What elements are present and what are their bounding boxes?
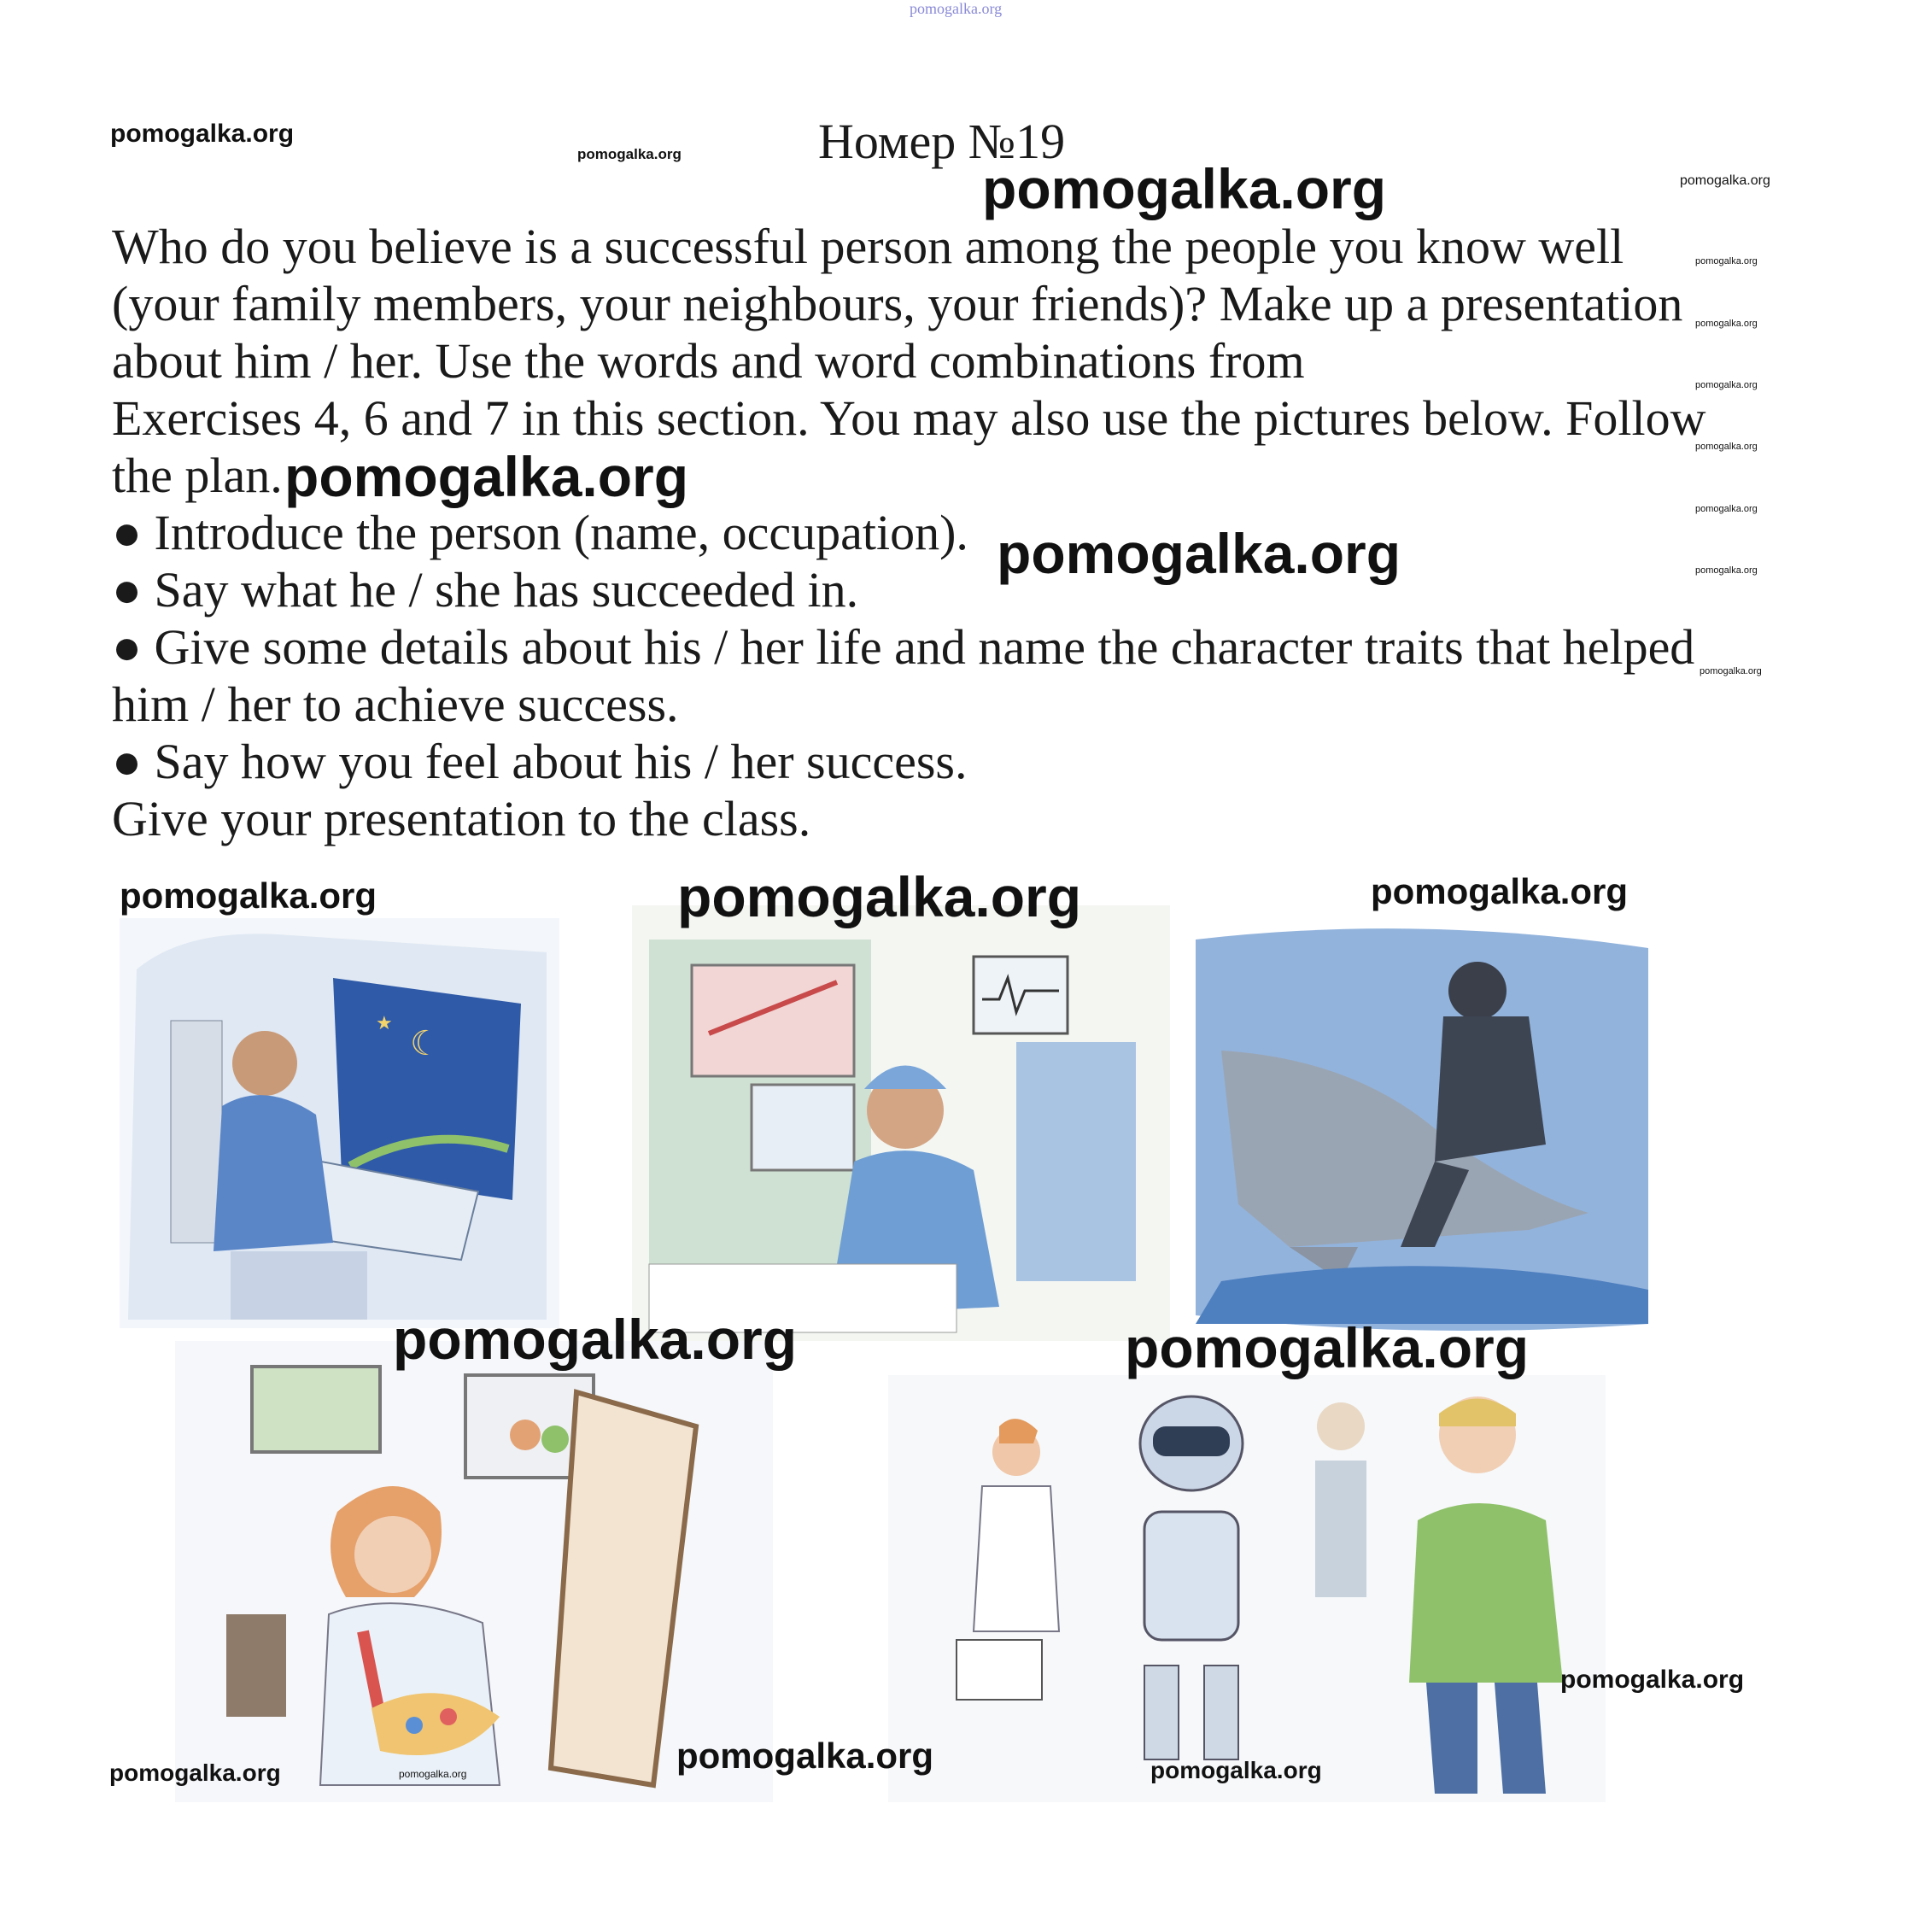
watermark: pomogalka.org (997, 522, 1401, 585)
paragraph-line: about him / her. Use the words and word combinations from (112, 333, 1305, 389)
watermark: pomogalka.org (1695, 319, 1758, 329)
watermark: pomogalka.org (1150, 1757, 1322, 1783)
watermark: pomogalka.org (1700, 666, 1762, 676)
plan-item: him / her to achieve success. (112, 676, 679, 732)
watermark: pomogalka.org (1695, 504, 1758, 514)
paragraph-line: the plan. (112, 448, 283, 503)
exercise-text (112, 218, 1786, 847)
top-watermark: pomogalka.org (910, 0, 1003, 17)
watermark: pomogalka.org (120, 875, 377, 916)
watermark: pomogalka.org (1371, 871, 1629, 911)
page-title: Номер №19 (818, 114, 1066, 169)
watermark: pomogalka.org (1695, 256, 1758, 266)
painter-illustration (175, 1341, 773, 1802)
watermark: pomogalka.org (1560, 1666, 1745, 1694)
paragraph-line: Exercises 4, 6 and 7 in this section. You may also use the pictures below. Follow (112, 390, 1706, 446)
robot-engineer-illustration (888, 1375, 1606, 1802)
watermark: pomogalka.org (1695, 442, 1758, 452)
paragraph-line: Who do you believe is a successful person among the people you know well (112, 219, 1624, 274)
watermark: pomogalka.org (982, 157, 1387, 220)
watermark: pomogalka.org (393, 1308, 798, 1371)
watermark: pomogalka.org (677, 865, 1082, 928)
watermark: pomogalka.org (1695, 565, 1758, 576)
surgeon-illustration (632, 905, 1170, 1341)
diver-illustration (1187, 922, 1657, 1332)
watermark: pomogalka.org (676, 1736, 934, 1776)
plan-item: ● Introduce the person (name, occupation). (112, 505, 968, 560)
astronaut-illustration (120, 918, 559, 1328)
plan-item: ● Give some details about his / her life and name the character traits that helped (112, 619, 1695, 675)
plan-item: ● Say what he / she has succeeded in. (112, 562, 859, 618)
svg-text:☾: ☾ (410, 1024, 441, 1063)
watermark: pomogalka.org (284, 445, 689, 508)
watermark: pomogalka.org (1695, 380, 1758, 390)
watermark: pomogalka.org (1125, 1316, 1530, 1379)
svg-text:★: ★ (376, 1013, 393, 1034)
watermark: pomogalka.org (1680, 173, 1770, 188)
watermark: pomogalka.org (399, 1768, 467, 1780)
plan-item: ● Say how you feel about his / her success. (112, 734, 968, 789)
paragraph-line: (your family members, your neighbours, your friends)? Make up a presentation (112, 276, 1683, 331)
closing-line: Give your presentation to the class. (112, 791, 811, 846)
watermark: pomogalka.org (577, 146, 682, 162)
watermark: pomogalka.org (109, 1759, 281, 1786)
watermark: pomogalka.org (110, 120, 295, 148)
